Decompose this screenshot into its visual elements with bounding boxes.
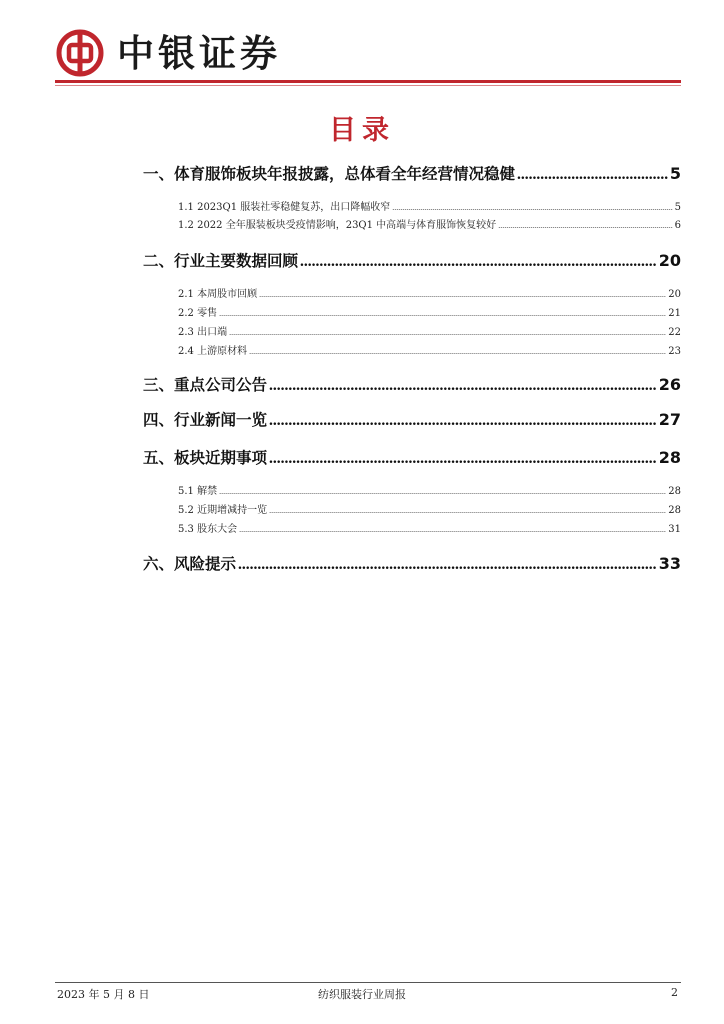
toc-entry-label: 2.1 本周股市回顾	[178, 289, 258, 300]
toc-leader-dots	[229, 328, 666, 337]
toc-entry-label: 5.2 近期增减持一览	[178, 505, 268, 516]
toc-entry-page: 26	[658, 375, 681, 394]
toc-leader-dots	[219, 309, 666, 318]
toc-title: 目录	[329, 115, 395, 146]
toc-leader-dots	[269, 412, 657, 430]
toc-entry-label: 2.4 上游原材料	[178, 346, 248, 357]
toc-entry-label: 5.3 股东大会	[178, 524, 238, 535]
toc-entry-label: 五、板块近期事项	[143, 449, 268, 467]
toc-entry-label: 四、行业新闻一览	[143, 411, 268, 429]
toc-leader-dots	[300, 253, 657, 271]
toc-entry-label: 一、体育服饰板块年报披露，总体看全年经营情况稳健	[143, 165, 516, 183]
toc-entry[interactable]	[178, 323, 681, 338]
toc-leader-dots	[239, 525, 666, 534]
toc-entry-page: 23	[668, 346, 681, 357]
toc-leader-dots	[392, 203, 672, 212]
toc-entry[interactable]	[143, 162, 681, 184]
toc-leader-dots	[269, 506, 666, 515]
toc-entry-page: 28	[668, 505, 681, 516]
footer-divider	[55, 982, 681, 983]
toc-entry-page: 22	[668, 327, 681, 338]
toc-entry[interactable]	[143, 446, 681, 468]
footer-date: 2023 年 5 月 8 日	[57, 988, 150, 1001]
toc-entry[interactable]	[143, 373, 681, 395]
toc-entry-label: 2.3 出口端	[178, 327, 228, 338]
toc-entry-label: 5.1 解禁	[178, 486, 218, 497]
toc-entry[interactable]	[143, 249, 681, 271]
brand-name: 中银证券	[117, 32, 281, 75]
footer-report-name: 纺织服装行业周报	[318, 988, 406, 1001]
toc-leader-dots	[269, 377, 657, 395]
toc-entry-page: 20	[658, 251, 681, 270]
toc-entry[interactable]	[178, 304, 681, 319]
toc-entry-page: 27	[658, 410, 681, 429]
toc-entry[interactable]	[178, 342, 681, 357]
toc-entry[interactable]	[143, 408, 681, 430]
toc-entry-page: 5	[674, 202, 681, 213]
toc-entry-label: 三、重点公司公告	[143, 376, 268, 394]
toc-entry-page: 6	[674, 220, 681, 231]
toc-entry-page: 21	[668, 308, 681, 319]
toc-entry[interactable]	[178, 520, 681, 535]
toc-entry[interactable]	[178, 198, 681, 213]
footer-page-number: 2	[671, 986, 678, 999]
toc-entry-page: 5	[669, 164, 681, 183]
toc-leader-dots	[269, 450, 657, 468]
toc-entry-label: 1.2 2022 全年服装板块受疫情影响，23Q1 中高端与体育服饰恢复较好	[178, 220, 497, 231]
toc-leader-dots	[259, 290, 666, 299]
toc-entry-label: 二、行业主要数据回顾	[143, 252, 299, 270]
toc-entry-label: 2.2 零售	[178, 308, 218, 319]
toc-entry-label: 1.1 2023Q1 服装社零稳健复苏，出口降幅收窄	[178, 202, 391, 213]
toc-entry[interactable]	[178, 482, 681, 497]
toc-leader-dots	[249, 347, 666, 356]
bank-of-china-logo-icon	[55, 28, 105, 78]
toc-entry-label: 六、风险提示	[143, 555, 237, 573]
page-header	[55, 28, 681, 88]
toc-entry-page: 33	[658, 554, 681, 573]
toc-entry[interactable]	[178, 285, 681, 300]
toc-entry-page: 28	[668, 486, 681, 497]
toc-entry[interactable]	[178, 501, 681, 516]
toc-entry[interactable]	[143, 552, 681, 574]
header-divider-thin	[55, 85, 681, 86]
toc-entry-page: 31	[668, 524, 681, 535]
toc-entry[interactable]	[178, 216, 681, 231]
header-divider	[55, 80, 681, 83]
toc-entry-page: 20	[668, 289, 681, 300]
toc-entry-page: 28	[658, 448, 681, 467]
toc-leader-dots	[517, 166, 668, 184]
toc-leader-dots	[238, 556, 657, 574]
toc-leader-dots	[219, 487, 666, 496]
toc-leader-dots	[498, 221, 672, 230]
